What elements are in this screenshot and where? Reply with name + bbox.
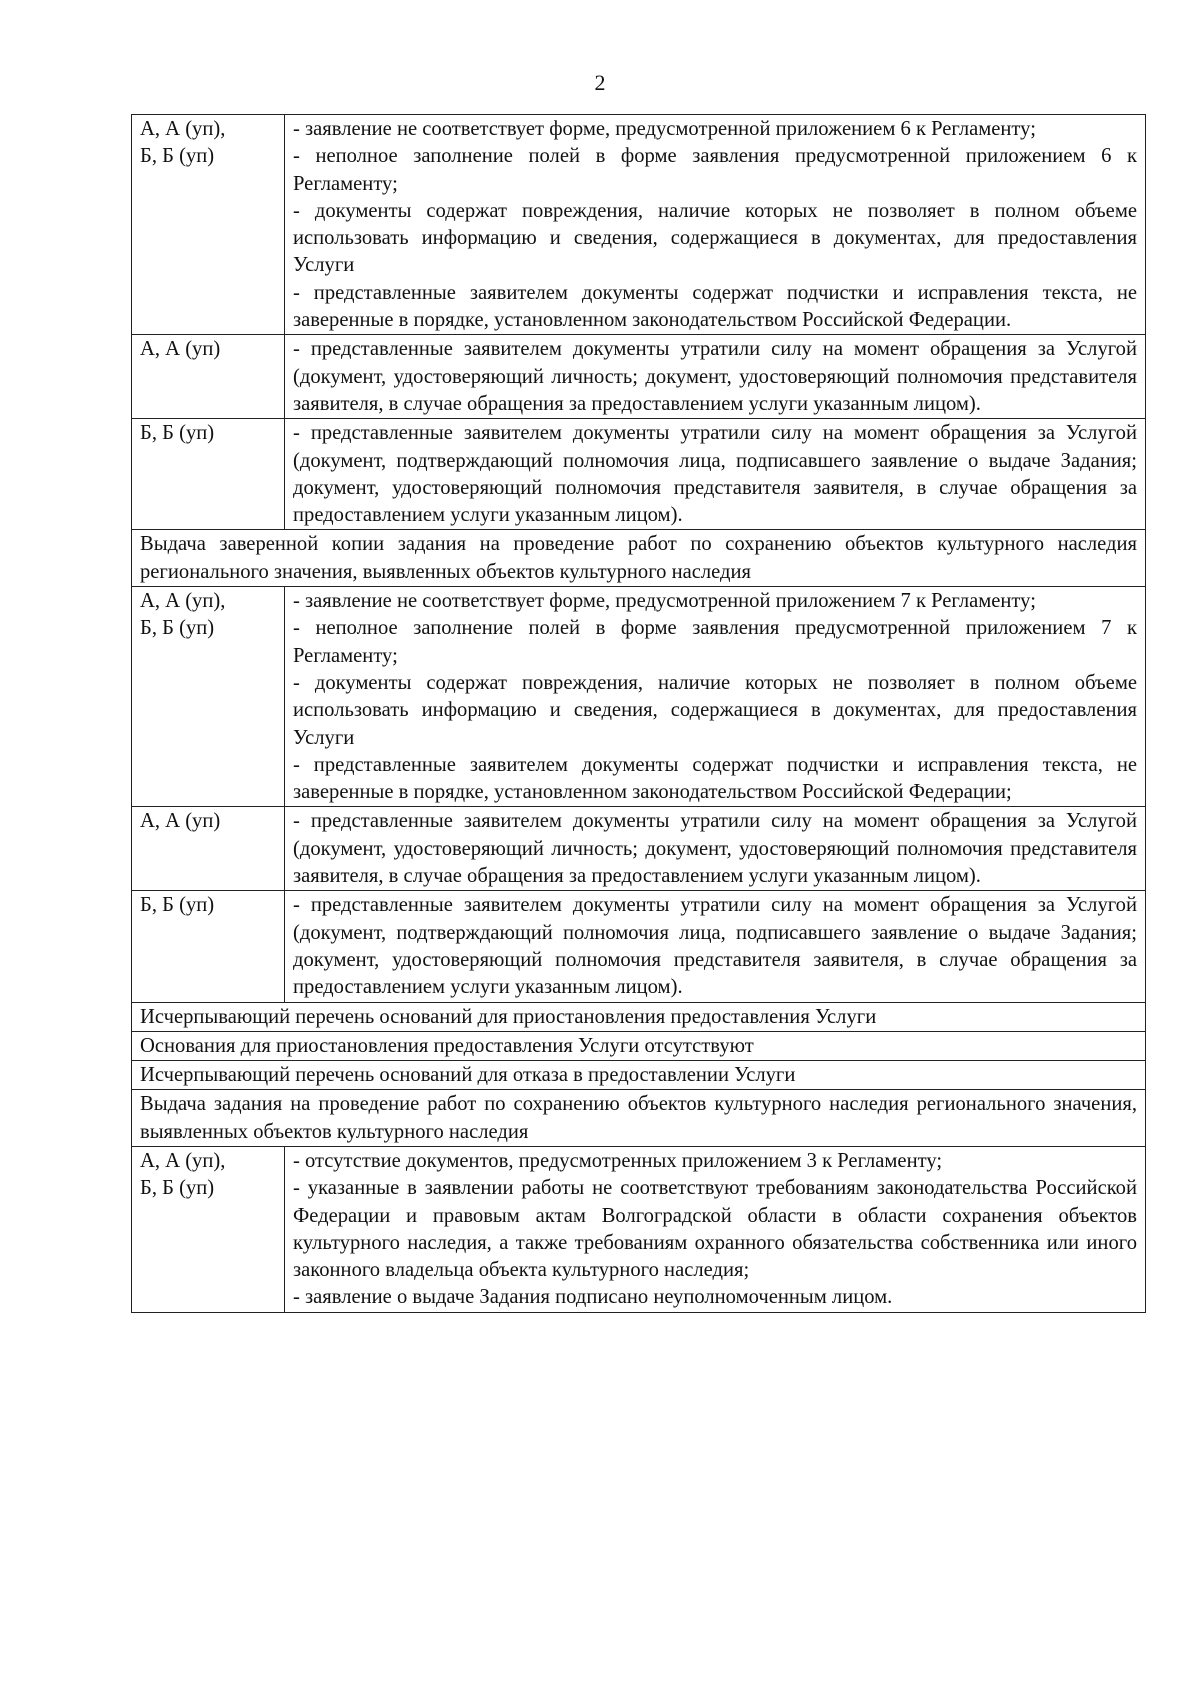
section-heading: Основания для приостановления предоставления Услуги отсутствуют xyxy=(132,1031,1146,1060)
table-row xyxy=(132,530,1146,587)
applicant-category-cell xyxy=(132,335,285,419)
applicant-category: Б, Б (уп) xyxy=(140,894,215,917)
grounds-item: - представленные заявителем документы утратили силу на момент обращения за Услугой (документ, удостоверяющий личность; документ, удостоверяющий полномочия представителя заявителя, в случае обращения за предоставлением услуги указанным лицом). xyxy=(293,338,1137,415)
grounds-item: - представленные заявителем документы содержат подчистки и исправления текста, не заверенные в порядке, установленном законодательством Российской Федерации. xyxy=(293,281,1137,332)
applicant-category-cell xyxy=(132,1146,285,1312)
grounds-list-cell xyxy=(285,807,1146,891)
applicant-category-cell xyxy=(132,419,285,530)
section-heading: Выдача заверенной копии задания на проведение работ по сохранению объектов культурного наследия регионального значения, выявленных объектов культурного наследия xyxy=(132,530,1146,587)
grounds-item: - указанные в заявлении работы не соответствуют требованиям законодательства Российской Федерации и правовым актам Волгоградской области в области сохранения объектов культурного наследия, а также требованиям охранного обязательства собственника или иного законного владельца объекта культурного наследия; xyxy=(293,1177,1137,1282)
grounds-list-cell xyxy=(285,419,1146,530)
grounds-item: - неполное заполнение полей в форме заявления предусмотренной приложением 7 к Регламенту; xyxy=(293,617,1137,667)
grounds-item: - представленные заявителем документы утратили силу на момент обращения за Услугой (документ, подтверждающий полномочия лица, подписавшего заявление о выдаче Задания; документ, удостоверяющий полномочия представителя заявителя, в случае обращения за предоставлением услуги указанным лицом). xyxy=(293,894,1137,999)
applicant-category-cell xyxy=(132,587,285,807)
grounds-item: - представленные заявителем документы утратили силу на момент обращения за Услугой (документ, подтверждающий полномочия лица, подписавшего заявление о выдаче Задания; документ, удостоверяющий полномочия представителя заявителя, в случае обращения за предоставлением услуги указанным лицом). xyxy=(293,422,1137,527)
applicant-category: А, А (уп), xyxy=(140,590,226,613)
applicant-category: А, А (уп) xyxy=(140,338,221,361)
table-row xyxy=(132,1002,1146,1031)
grounds-item: - представленные заявителем документы содержат подчистки и исправления текста, не заверенные в порядке, установленном законодательством Российской Федерации; xyxy=(293,753,1137,804)
table-row xyxy=(132,419,1146,530)
applicant-category: А, А (уп) xyxy=(140,810,221,833)
table-row xyxy=(132,1061,1146,1090)
applicant-category-cell xyxy=(132,891,285,1002)
grounds-item: - заявление не соответствует форме, предусмотренной приложением 7 к Регламенту; xyxy=(293,590,1036,613)
applicant-category: А, А (уп), xyxy=(140,118,226,140)
grounds-item: - представленные заявителем документы утратили силу на момент обращения за Услугой (документ, удостоверяющий личность; документ, удостоверяющий полномочия представителя заявителя, в случае обращения за предоставлением услуги указанным лицом). xyxy=(293,810,1137,888)
grounds-item: - заявление о выдаче Задания подписано неуполномоченным лицом. xyxy=(293,1286,893,1309)
grounds-list-cell xyxy=(285,891,1146,1002)
table-row xyxy=(132,335,1146,419)
table-row xyxy=(132,807,1146,891)
grounds-list-cell xyxy=(285,1146,1146,1312)
section-heading: Выдача задания на проведение работ по сохранению объектов культурного наследия регионального значения, выявленных объектов культурного наследия xyxy=(132,1090,1146,1147)
table-row xyxy=(132,1146,1146,1312)
grounds-table xyxy=(131,114,1146,1313)
grounds-item: - документы содержат повреждения, наличие которых не позволяет в полном объеме использовать информацию и сведения, содержащиеся в документах, для предоставления Услуги xyxy=(293,199,1137,277)
grounds-table-body xyxy=(132,115,1146,1313)
table-row xyxy=(132,891,1146,1002)
grounds-list-cell xyxy=(285,335,1146,419)
grounds-item: - заявление не соответствует форме, предусмотренной приложением 6 к Регламенту; xyxy=(293,118,1036,140)
applicant-category: Б, Б (уп) xyxy=(140,422,215,445)
applicant-category-cell xyxy=(132,115,285,335)
applicant-category: Б, Б (уп) xyxy=(140,145,215,168)
table-row xyxy=(132,115,1146,335)
section-heading: Исчерпывающий перечень оснований для отказа в предоставлении Услуги xyxy=(132,1061,1146,1090)
table-row xyxy=(132,1090,1146,1147)
table-row xyxy=(132,1031,1146,1060)
grounds-list-cell xyxy=(285,587,1146,807)
section-heading: Исчерпывающий перечень оснований для приостановления предоставления Услуги xyxy=(132,1002,1146,1031)
grounds-list-cell xyxy=(285,115,1146,335)
applicant-category: А, А (уп), xyxy=(140,1149,226,1172)
applicant-category-cell xyxy=(132,807,285,891)
table-row xyxy=(132,587,1146,807)
grounds-item: - документы содержат повреждения, наличие которых не позволяет в полном объеме использовать информацию и сведения, содержащиеся в документах, для предоставления Услуги xyxy=(293,671,1137,749)
grounds-item: - неполное заполнение полей в форме заявления предусмотренной приложением 6 к Регламенту; xyxy=(293,145,1137,195)
applicant-category: Б, Б (уп) xyxy=(140,617,215,640)
page-number: 2 xyxy=(594,70,606,95)
applicant-category: Б, Б (уп) xyxy=(140,1177,215,1200)
grounds-item: - отсутствие документов, предусмотренных приложением 3 к Регламенту; xyxy=(293,1149,943,1172)
